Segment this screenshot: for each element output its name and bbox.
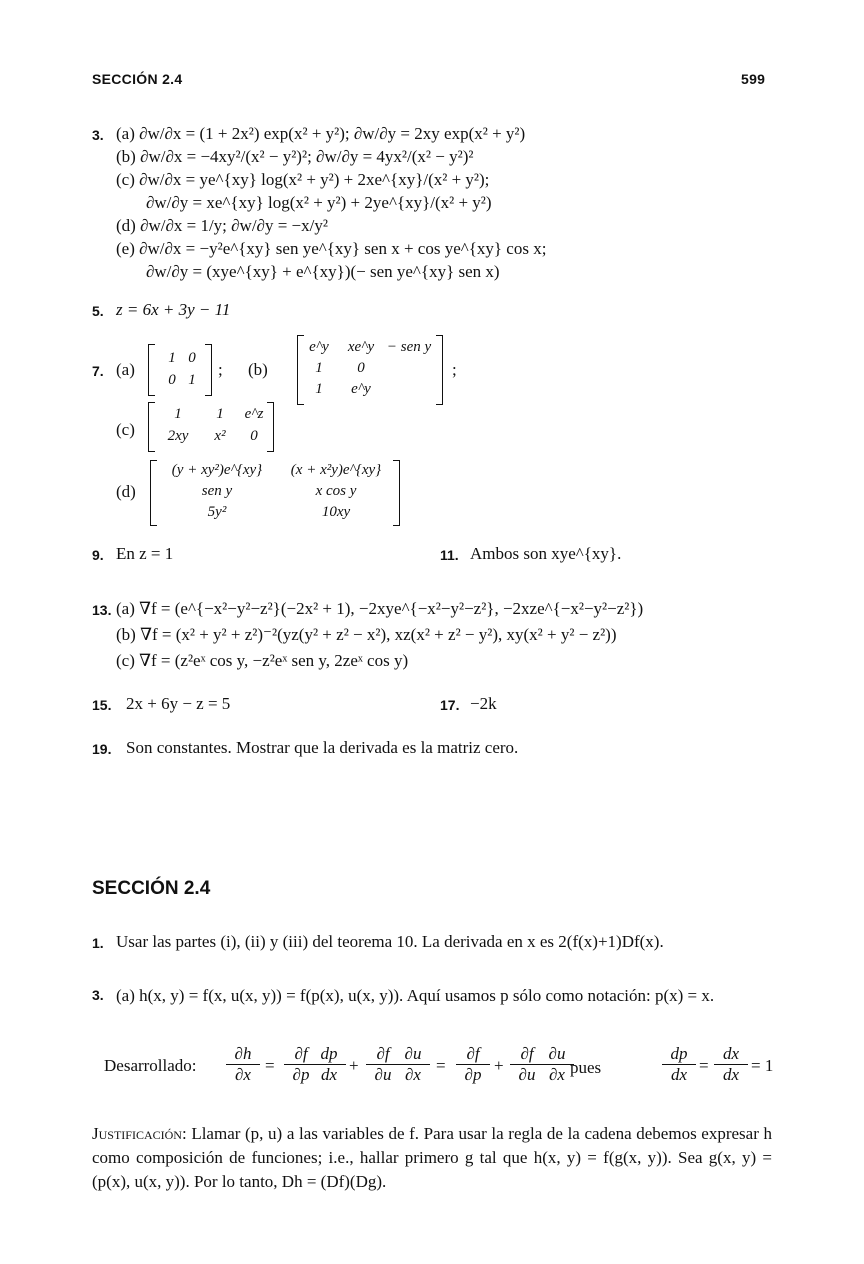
fraction-dx-dx xyxy=(714,1044,748,1085)
fraction-denominator: ∂u xyxy=(518,1065,536,1084)
justification-paragraph xyxy=(92,1122,772,1194)
matrix-d xyxy=(150,460,400,526)
matrix-cell: e^y xyxy=(351,381,371,397)
developed-label: Desarrollado: xyxy=(104,1056,197,1075)
fraction-numerator: ∂h xyxy=(226,1044,260,1065)
section-heading: SECCIÓN 2.4 xyxy=(92,878,211,899)
equals-one: = 1 xyxy=(751,1056,774,1075)
answer-line: ∂w/∂y = xe^{xy} log(x² + y²) + 2ye^{xy}/(x² + y²) xyxy=(146,193,492,212)
matrix-cell: − sen y xyxy=(386,339,432,355)
equals-sign: = xyxy=(699,1056,709,1075)
matrix-cell: 1 xyxy=(216,406,224,422)
problem-number: 17. xyxy=(440,697,460,713)
matrix-cell: xe^y xyxy=(347,339,375,355)
fraction-numerator: ∂f xyxy=(510,1044,544,1065)
matrix-cell: 10xy xyxy=(321,504,351,520)
separator: ; xyxy=(452,360,457,379)
answer-line: Son constantes. Mostrar que la derivada es la matriz cero. xyxy=(126,738,519,757)
answer-line: (c) ∇f = (z²eˣ cos y, −z²eˣ sen y, 2zeˣ cos y) xyxy=(116,651,409,670)
fraction-numerator: dp xyxy=(662,1044,696,1065)
matrix-cell: 0 xyxy=(188,350,196,366)
fraction-numerator: ∂u xyxy=(540,1044,574,1065)
fraction-denominator: dx xyxy=(320,1065,338,1084)
fraction-numerator: ∂f xyxy=(366,1044,400,1065)
answer-line: ∂w/∂y = (xye^{xy} + e^{xy})(− sen ye^{xy} sen x) xyxy=(146,262,500,281)
matrix-cell: 1 xyxy=(168,350,176,366)
fraction-dp-dx xyxy=(662,1044,696,1085)
matrix-cell: (x + x²y)e^{xy} xyxy=(290,462,382,478)
fraction-denominator: dx xyxy=(670,1065,688,1084)
problem-number: 7. xyxy=(92,363,104,379)
part-label: (d) xyxy=(116,482,136,501)
matrix-cell: 0 xyxy=(357,360,365,376)
problem-number: 9. xyxy=(92,547,104,563)
answer-line: (b) ∂w/∂x = −4xy²/(x² − y²)²; ∂w/∂y = 4yx²/(x² − y²)² xyxy=(116,147,474,166)
fraction-denominator: ∂x xyxy=(235,1065,251,1084)
justification-text: Llamar (p, u) a las variables de f. Para usar la regla de la cadena debemos expresar h como composición de funciones; i.e., hallar primero g tal que h(x, y) = f(g(x, y)). Sea g(x, y) = (p(x), u(x, y)). Por lo tanto, Dh = (Df)(Dg). xyxy=(92,1124,772,1191)
fraction-df-du xyxy=(366,1044,400,1085)
matrix-cell: 0 xyxy=(168,372,176,388)
fraction-denominator: ∂x xyxy=(549,1065,565,1084)
plus-sign: + xyxy=(349,1056,359,1075)
plus-sign: + xyxy=(494,1056,504,1075)
answer-line: (a) ∂w/∂x = (1 + 2x²) exp(x² + y²); ∂w/∂y = 2xy exp(x² + y²) xyxy=(116,124,526,143)
matrix-cell: 1 xyxy=(315,360,323,376)
fraction-du-dx xyxy=(540,1044,574,1085)
problem-number: 13. xyxy=(92,602,112,618)
fraction-du-dx xyxy=(396,1044,430,1085)
fraction-df-du xyxy=(510,1044,544,1085)
answer-line: (c) ∂w/∂x = ye^{xy} log(x² + y²) + 2xe^{xy}/(x² + y²); xyxy=(116,170,490,189)
fraction-denominator: dx xyxy=(722,1065,740,1084)
matrix-cell: x cos y xyxy=(315,483,357,499)
matrix-cell: sen y xyxy=(201,483,233,499)
matrix-cell: x² xyxy=(214,428,226,444)
justification-label: Justificación: xyxy=(92,1124,187,1143)
fraction-df-dp xyxy=(456,1044,490,1085)
matrix-cell: 1 xyxy=(188,372,196,388)
answer-line: (a) ∇f = (e^{−x²−y²−z²}(−2x² + 1), −2xye^{−x²−y²−z²}, −2xze^{−x²−y²−z²}) xyxy=(116,599,644,618)
problem-number: 1. xyxy=(92,935,104,951)
matrix-cell: e^y xyxy=(309,339,329,355)
matrix-cell: 2xy xyxy=(167,428,189,444)
answer-line: Usar las partes (i), (ii) y (iii) del teorema 10. La derivada en x es 2(f(x)+1)Df(x). xyxy=(116,932,664,951)
problem-number: 3. xyxy=(92,987,104,1003)
part-label: (b) xyxy=(248,360,268,379)
answer-line: −2k xyxy=(470,694,497,713)
matrix-cell: 1 xyxy=(174,406,182,422)
fraction-dp-dx xyxy=(312,1044,346,1085)
equals-sign: = xyxy=(436,1056,446,1075)
fraction-dh-dx xyxy=(226,1044,260,1085)
fraction-denominator: ∂p xyxy=(464,1065,482,1084)
part-label: (a) xyxy=(116,360,135,379)
matrix-a xyxy=(148,344,212,396)
fraction-denominator: ∂x xyxy=(405,1065,421,1084)
fraction-numerator: ∂f xyxy=(456,1044,490,1065)
fraction-numerator: ∂f xyxy=(284,1044,318,1065)
fraction-numerator: dp xyxy=(312,1044,346,1065)
matrix-cell: 0 xyxy=(250,428,258,444)
matrix-cell: (y + xy²)e^{xy} xyxy=(171,462,263,478)
problem-number: 15. xyxy=(92,697,112,713)
matrix-cell: e^z xyxy=(244,406,264,422)
problem-number: 3. xyxy=(92,127,104,143)
fraction-numerator: ∂u xyxy=(396,1044,430,1065)
answer-line: 2x + 6y − z = 5 xyxy=(126,694,231,713)
answer-line: (d) ∂w/∂x = 1/y; ∂w/∂y = −x/y² xyxy=(116,216,328,235)
equals-sign: = xyxy=(265,1056,275,1075)
answer-line: z = 6x + 3y − 11 xyxy=(116,300,231,319)
answer-line: (e) ∂w/∂x = −y²e^{xy} sen ye^{xy} sen x + cos ye^{xy} cos x; xyxy=(116,239,547,258)
fraction-denominator: ∂p xyxy=(292,1065,310,1084)
answer-line: Ambos son xye^{xy}. xyxy=(470,544,622,563)
matrix-cell: 1 xyxy=(315,381,323,397)
matrix-b xyxy=(297,335,443,405)
problem-number: 11. xyxy=(440,547,459,563)
part-label: (c) xyxy=(116,420,135,439)
pues-label: pues xyxy=(570,1058,602,1077)
page-number: 599 xyxy=(741,71,766,87)
fraction-numerator: dx xyxy=(714,1044,748,1065)
problem-number: 5. xyxy=(92,303,104,319)
separator: ; xyxy=(218,360,223,379)
answer-line: En z = 1 xyxy=(116,544,174,563)
matrix-cell: 5y² xyxy=(207,504,227,520)
answer-paragraph: (a) h(x, y) = f(x, u(x, y)) = f(p(x), u(x, y)). Aquí usamos p sólo como notación: p(x) = x. xyxy=(116,986,715,1005)
matrix-c xyxy=(148,402,274,452)
problem-number: 19. xyxy=(92,741,112,757)
fraction-denominator: ∂u xyxy=(374,1065,392,1084)
running-header-section: SECCIÓN 2.4 xyxy=(92,71,183,87)
answer-line: (b) ∇f = (x² + y² + z²)⁻²(yz(y² + z² − x²), xz(x² + z² − y²), xy(x² + y² − z²)) xyxy=(116,625,617,644)
